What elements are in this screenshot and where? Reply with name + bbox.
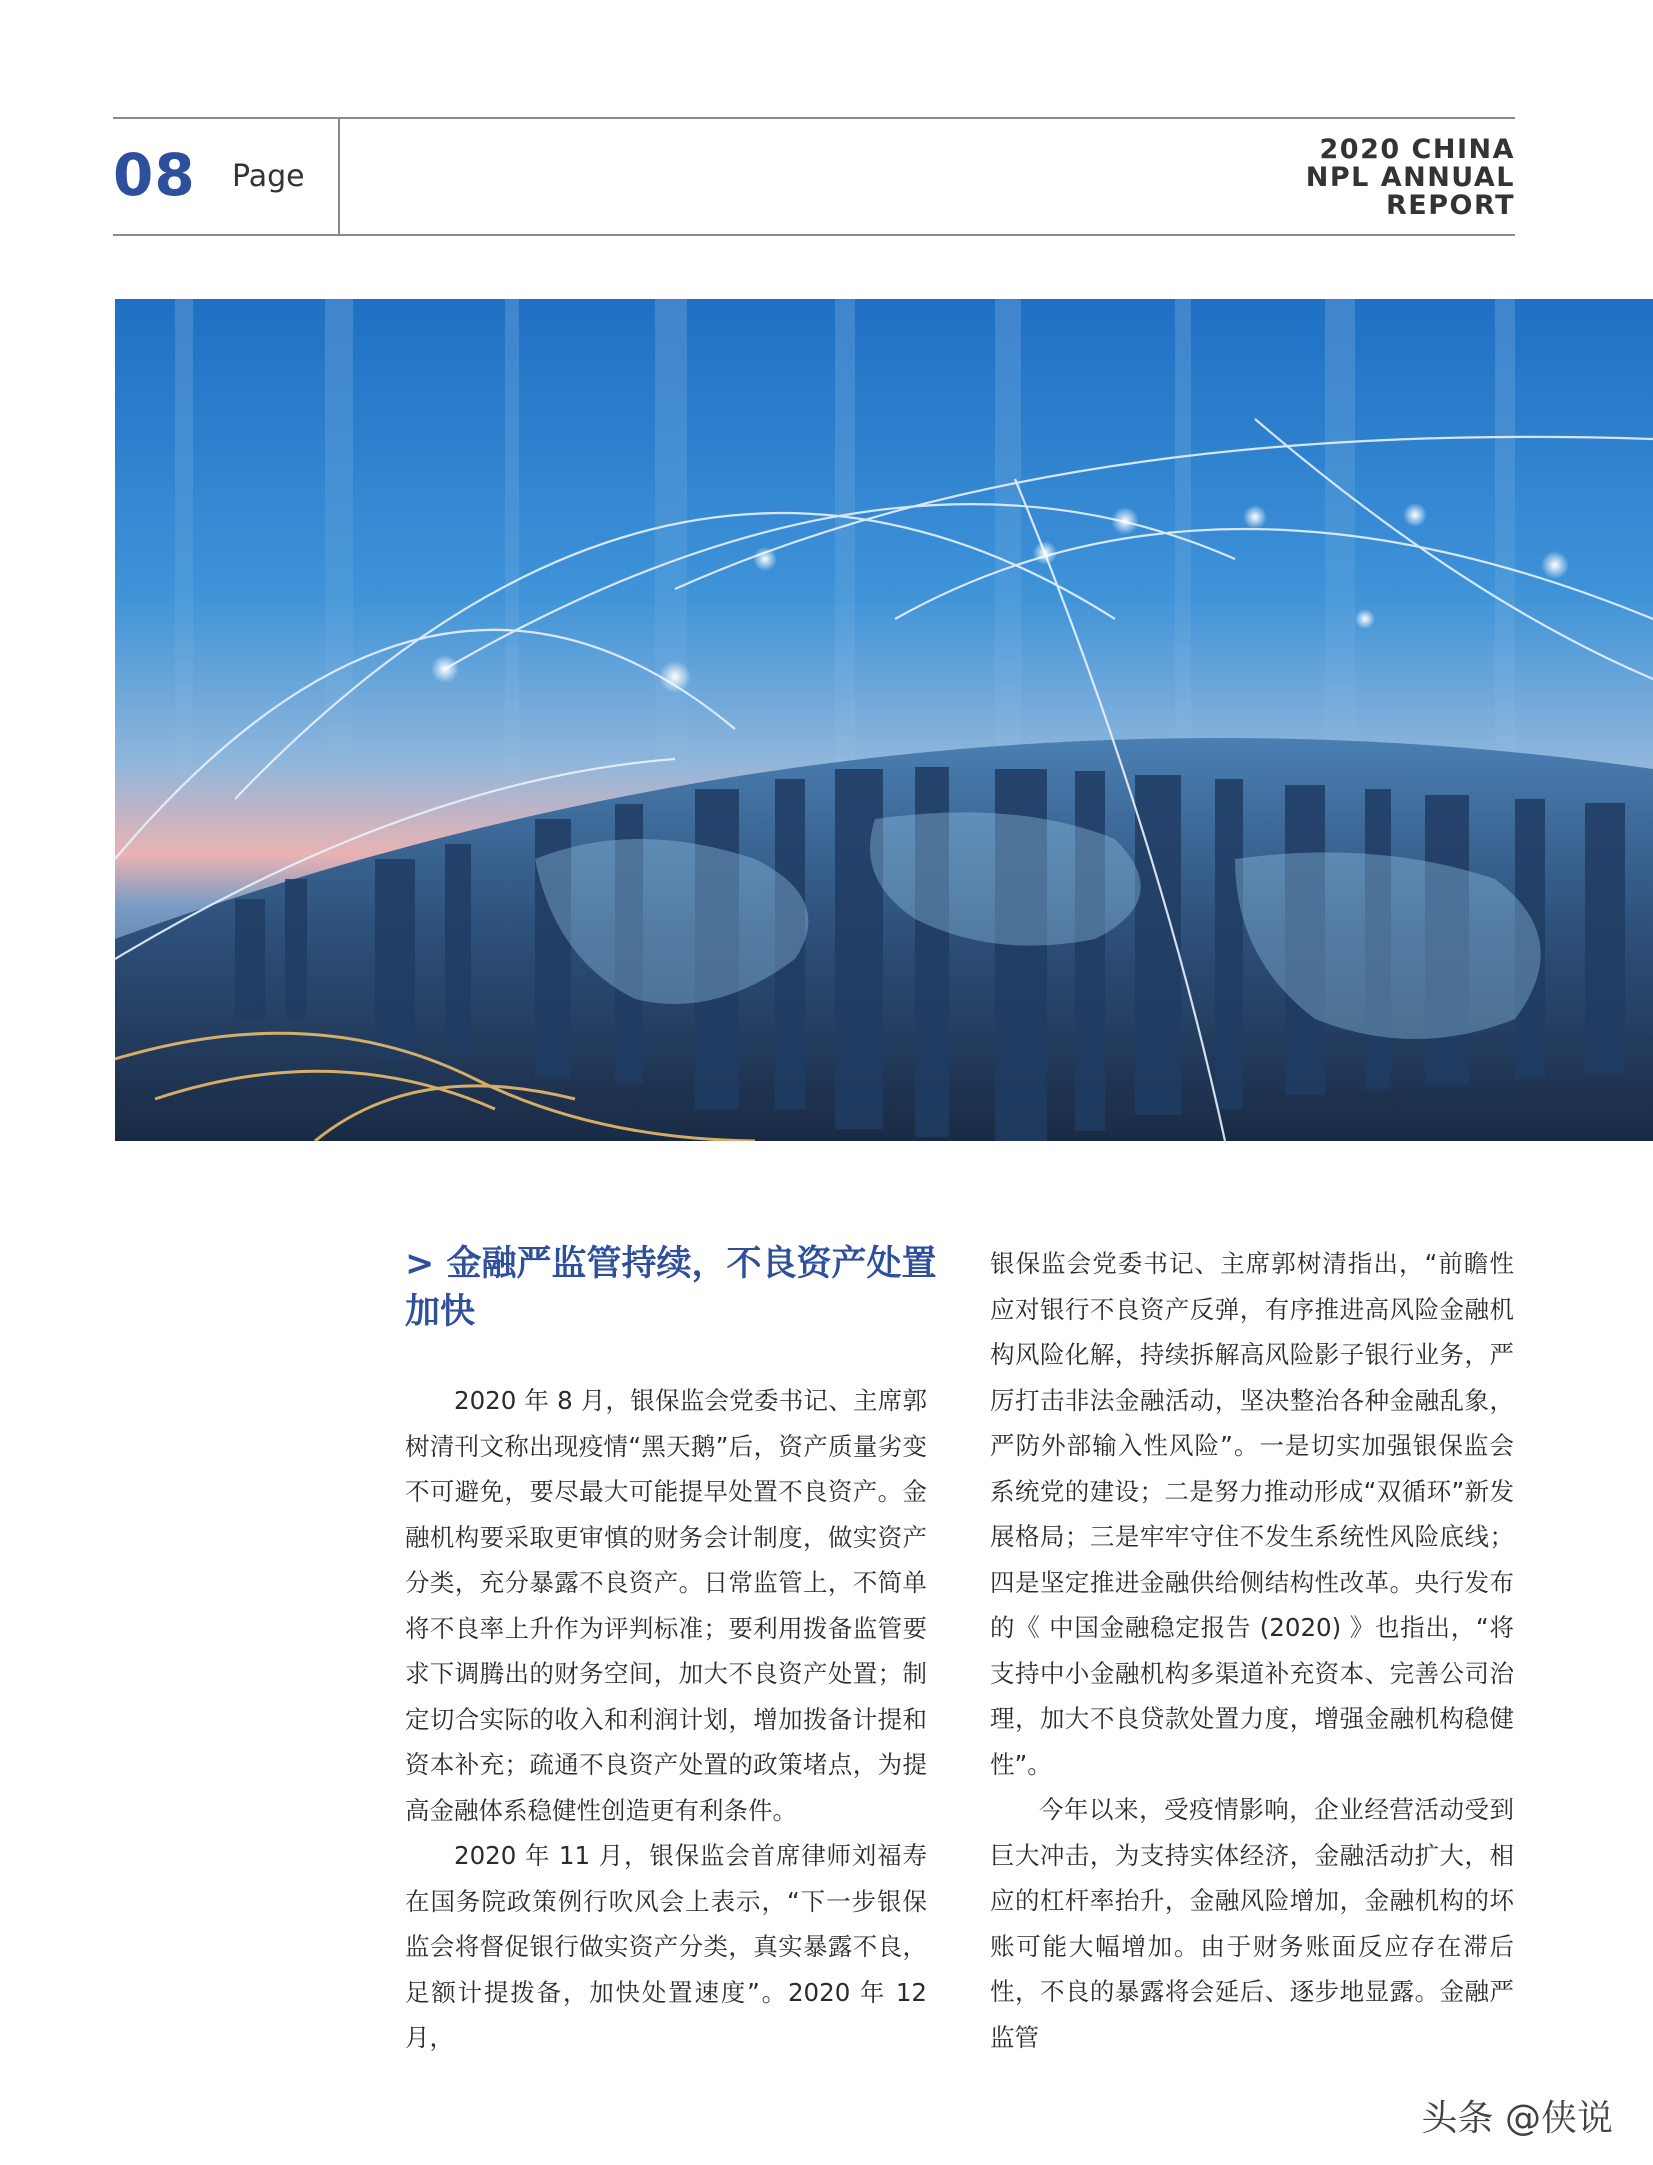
section-heading: > 金融严监管持续，不良资产处置加快 — [405, 1244, 937, 1332]
watermark-text: 头条 @侠说 — [1421, 2098, 1613, 2139]
header-bottom-rule — [113, 234, 1515, 236]
hero-image-city-network — [115, 299, 1653, 1141]
header-divider — [338, 118, 340, 234]
report-title — [1306, 136, 1515, 220]
right-column-text — [990, 1241, 1514, 2060]
paragraph: 2020 年 11 月，银保监会首席律师刘福寿在国务院政策例行吹风会上表示，“下一步银保监会将督促银行做实资产分类，真实暴露不良，足额计提拨备，加快处置速度”。2020 年 12 月， — [405, 1841, 927, 2052]
report-title-line: 2020 CHINA — [1319, 134, 1515, 165]
page-number: 08 — [113, 141, 196, 209]
header-top-rule — [113, 117, 1515, 119]
paragraph: 今年以来，受疫情影响，企业经营活动受到巨大冲击，为支持实体经济，金融活动扩大，相应的杠杆率抬升，金融风险增加，金融机构的坏账可能大幅增加。由于财务账面反应存在滞后性，不良的暴露将会延后、逐步地显露。金融严监管 — [990, 1795, 1514, 2052]
report-title-line: REPORT — [1386, 190, 1515, 221]
left-column-text — [405, 1378, 927, 2061]
page-label: Page — [232, 159, 305, 194]
paragraph: 2020 年 8 月，银保监会党委书记、主席郭树清刊文称出现疫情“黑天鹅”后，资产质量劣变不可避免，要尽最大可能提早处置不良资产。金融机构要采取更审慎的财务会计制度，做实资产分类，充分暴露不良资产。日常监管上，不简单将不良率上升作为评判标准；要利用拨备监管要求下调腾出的财务空间，加大不良资产处置；制定切合实际的收入和利润计划，增加拨备计提和资本补充；疏通不良资产处置的政策堵点，为提高金融体系稳健性创造更有利条件。 — [405, 1386, 927, 1825]
report-title-line: NPL ANNUAL — [1305, 162, 1515, 193]
paragraph: 银保监会党委书记、主席郭树清指出，“前瞻性应对银行不良资产反弹，有序推进高风险金融机构风险化解，持续拆解高风险影子银行业务，严厉打击非法金融活动，坚决整治各种金融乱象，严防外部输入性风险”。一是切实加强银保监会系统党的建设；二是努力推动形成“双循环”新发展格局；三是牢牢守住不发生系统性风险底线；四是坚定推进金融供给侧结构性改革。央行发布的《 中国金融稳定报告 (2020) 》也指出，“将支持中小金融机构多渠道补充资本、完善公司治理，加大不良贷款处置力度，增强金融机构稳健性”。 — [990, 1249, 1514, 1779]
